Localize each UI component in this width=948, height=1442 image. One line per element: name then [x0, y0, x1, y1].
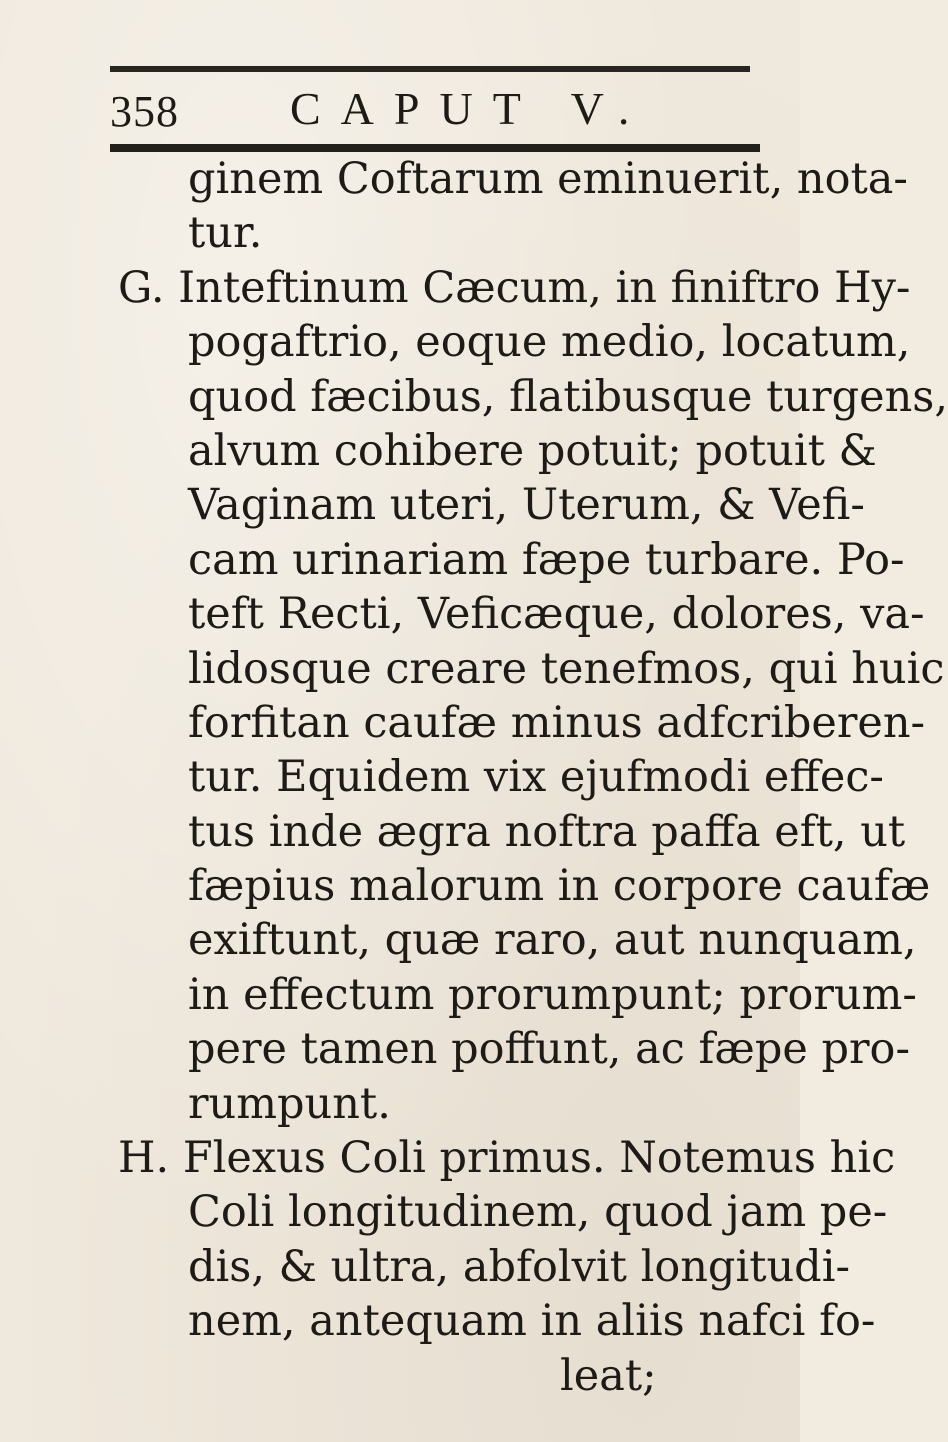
- text-line: teft Recti, Veficæque, dolores, va-: [188, 589, 925, 640]
- text-line: cam urinariam fæpe turbare. Po-: [188, 534, 905, 585]
- text-line: ginem Coftarum eminuerit, nota-: [188, 154, 908, 204]
- text-line: lidosque creare tenefmos, qui huic: [188, 643, 945, 694]
- text-line: quod fæcibus, flatibusque turgens,: [188, 371, 948, 422]
- text-line: tur.: [188, 208, 263, 259]
- text-line: rumpunt.: [188, 1078, 391, 1129]
- text-line: fæpius malorum in corpore caufæ: [188, 861, 931, 912]
- text-line: exiftunt, quæ raro, aut nunquam,: [188, 915, 917, 966]
- text-line: in effectum prorumpunt; prorum-: [188, 969, 917, 1020]
- page-header: [110, 76, 750, 138]
- text-line: Vaginam uteri, Uterum, & Vefi-: [188, 480, 865, 531]
- text-line: tus inde ægra noftra paffa eft, ut: [188, 806, 906, 857]
- text-line: tur. Equidem vix ejufmodi effec-: [188, 752, 884, 803]
- page-number: 358: [110, 87, 179, 136]
- top-rule: [110, 66, 750, 72]
- text-line: dis, & ultra, abfolvit longitudi-: [188, 1241, 850, 1292]
- text-line: pere tamen poffunt, ac fæpe pro-: [188, 1024, 910, 1075]
- header-rule: [110, 144, 760, 152]
- body-text: [118, 152, 948, 1403]
- text-line: Coli longitudinem, quod jam pe-: [188, 1187, 888, 1238]
- text-line: leat;: [560, 1350, 657, 1401]
- running-head: CAPUT V.: [290, 83, 650, 134]
- text-line: forfitan caufæ minus adfcriberen-: [188, 697, 926, 748]
- text-line: G. Inteftinum Cæcum, in finiftro Hy-: [118, 262, 911, 313]
- text-line: pogaftrio, eoque medio, locatum,: [188, 317, 911, 368]
- text-line: H. Flexus Coli primus. Notemus hic: [118, 1133, 896, 1184]
- text-line: nem, antequam in aliis nafci fo-: [188, 1296, 876, 1347]
- text-line: alvum cohibere potuit; potuit &: [188, 425, 877, 476]
